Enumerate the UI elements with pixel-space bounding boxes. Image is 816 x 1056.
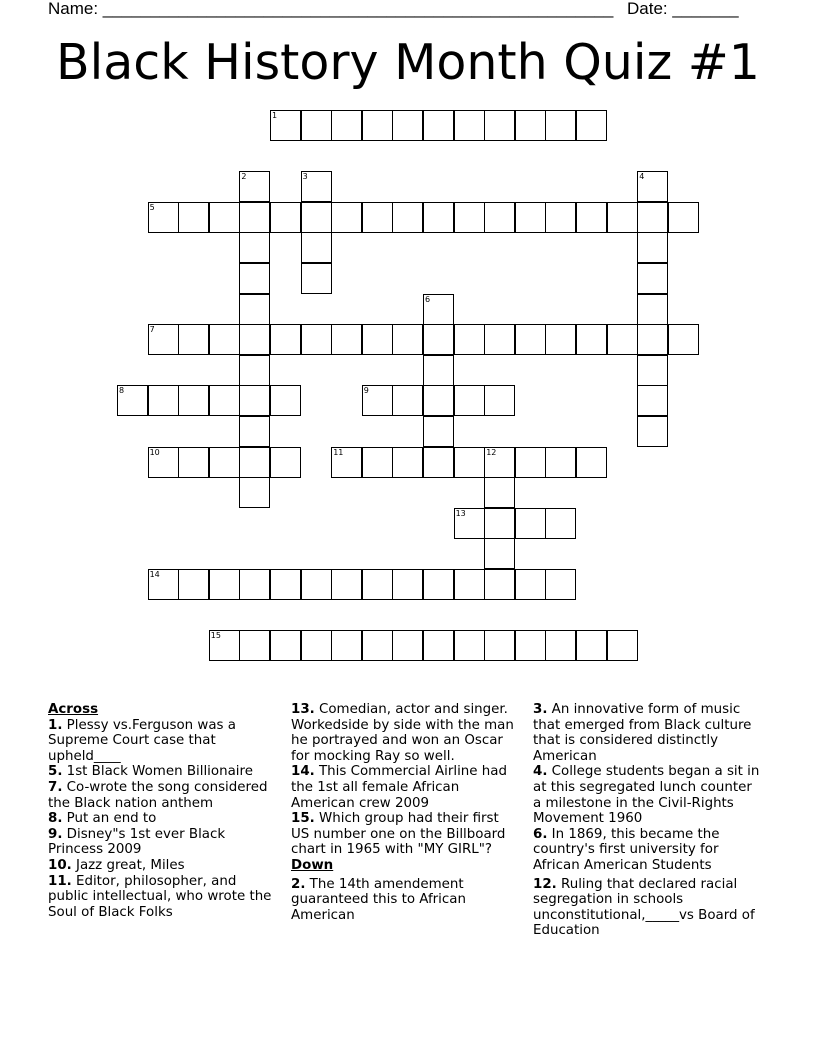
- crossword-cell[interactable]: [423, 416, 454, 447]
- crossword-cell[interactable]: [484, 324, 515, 355]
- date-field-label: Date: _______: [627, 0, 739, 18]
- crossword-cell[interactable]: [301, 569, 332, 600]
- crossword-cell[interactable]: [423, 110, 454, 141]
- crossword-cell[interactable]: [423, 569, 454, 600]
- down-heading: Down: [291, 857, 334, 873]
- crossword-cell[interactable]: [239, 385, 270, 416]
- clues-column-1: [48, 702, 276, 920]
- crossword-cell[interactable]: [239, 263, 270, 294]
- clue-number-label: 7: [149, 325, 155, 335]
- crossword-cell[interactable]: [454, 569, 485, 600]
- crossword-cell[interactable]: [454, 110, 485, 141]
- crossword-cell[interactable]: [270, 385, 301, 416]
- crossword-cell[interactable]: [637, 202, 668, 233]
- crossword-cell[interactable]: [362, 630, 393, 661]
- crossword-cell[interactable]: [209, 202, 240, 233]
- crossword-cell[interactable]: [209, 324, 240, 355]
- clue-down-12: 12. Ruling that declared racial segregation in schools unconstitutional,_____vs Board of Education: [533, 876, 755, 939]
- crossword-cell[interactable]: [576, 630, 607, 661]
- clue-number-label: 15: [210, 631, 221, 641]
- crossword-cell[interactable]: [484, 569, 515, 600]
- crossword-cell[interactable]: [637, 385, 668, 416]
- crossword-cell[interactable]: [545, 508, 576, 539]
- crossword-cell[interactable]: [239, 477, 270, 508]
- crossword-cell[interactable]: [576, 110, 607, 141]
- crossword-cell[interactable]: [484, 508, 515, 539]
- crossword-cell[interactable]: [454, 202, 485, 233]
- crossword-cell[interactable]: [454, 447, 485, 478]
- crossword-cell[interactable]: [392, 569, 423, 600]
- clue-across-10: 10. Jazz great, Miles: [48, 857, 185, 873]
- crossword-cell[interactable]: [484, 447, 515, 478]
- crossword-cell[interactable]: [301, 630, 332, 661]
- crossword-cell[interactable]: [239, 294, 270, 325]
- crossword-cell[interactable]: [484, 202, 515, 233]
- crossword-cell[interactable]: [515, 569, 546, 600]
- crossword-cell[interactable]: [331, 569, 362, 600]
- crossword-cell[interactable]: [423, 324, 454, 355]
- crossword-cell[interactable]: [607, 202, 638, 233]
- clue-down-4: 4. College students began a sit in at this segregated lunch counter a milestone in the Civil-Rights Movement 1960: [533, 764, 760, 827]
- across-heading: Across: [48, 702, 99, 717]
- crossword-cell[interactable]: [362, 110, 393, 141]
- crossword-cell[interactable]: [454, 508, 485, 539]
- crossword-cell[interactable]: [515, 447, 546, 478]
- clue-down-2: 2. The 14th amendement guaranteed this to African American: [291, 876, 466, 923]
- crossword-cell[interactable]: [148, 202, 179, 233]
- crossword-cell[interactable]: [392, 110, 423, 141]
- crossword-cell[interactable]: [331, 447, 362, 478]
- clue-number-label: 14: [149, 570, 160, 579]
- crossword-cell[interactable]: [270, 324, 301, 355]
- crossword-cell[interactable]: [392, 202, 423, 233]
- crossword-cell[interactable]: [362, 569, 393, 600]
- crossword-cell[interactable]: [607, 630, 638, 661]
- clue-across-7: 7. Co-wrote the song considered the Black nation anthem: [48, 779, 268, 811]
- clue-down-6: 6. In 1869, this became the country's first university for African American Students: [533, 826, 720, 873]
- crossword-cell[interactable]: [637, 263, 668, 294]
- crossword-cell[interactable]: [545, 324, 576, 355]
- crossword-cell[interactable]: [117, 385, 148, 416]
- crossword-cell[interactable]: [331, 110, 362, 141]
- crossword-cell[interactable]: [148, 324, 179, 355]
- clue-across-1: 1. Plessy vs.Ferguson was a Supreme Court case that upheld____: [48, 717, 236, 764]
- clue-number-label: 2: [241, 172, 247, 182]
- crossword-cell[interactable]: [239, 569, 270, 600]
- crossword-cell[interactable]: [392, 385, 423, 416]
- clue-number-label: 12: [486, 447, 497, 457]
- crossword-cell[interactable]: [178, 385, 209, 416]
- crossword-cell[interactable]: [148, 447, 179, 478]
- crossword-cell[interactable]: [484, 110, 515, 141]
- crossword-cell[interactable]: [484, 477, 515, 508]
- name-field-label: Name: ______________________________________________________: [48, 0, 614, 18]
- crossword-cell[interactable]: [209, 630, 240, 661]
- crossword-cell[interactable]: [637, 416, 668, 447]
- crossword-cell[interactable]: [301, 202, 332, 233]
- clue-number-label: 6: [425, 294, 431, 304]
- crossword-cell[interactable]: [301, 263, 332, 294]
- crossword-cell[interactable]: [331, 324, 362, 355]
- clue-number-label: 4: [639, 172, 645, 182]
- crossword-cell[interactable]: [423, 294, 454, 325]
- crossword-cell[interactable]: [270, 569, 301, 600]
- crossword-cell[interactable]: [270, 202, 301, 233]
- crossword-cell[interactable]: [362, 324, 393, 355]
- crossword-cell[interactable]: [392, 630, 423, 661]
- crossword-cell[interactable]: [515, 508, 546, 539]
- clue-number-label: 9: [363, 386, 369, 396]
- crossword-cell[interactable]: [331, 630, 362, 661]
- crossword-cell[interactable]: [301, 324, 332, 355]
- crossword-cell[interactable]: [637, 294, 668, 325]
- crossword-cell[interactable]: [484, 630, 515, 661]
- crossword-cell[interactable]: [637, 324, 668, 355]
- crossword-cell[interactable]: [239, 630, 270, 661]
- clue-across-14: 14. This Commercial Airline had the 1st all female African American crew 2009: [291, 764, 507, 811]
- crossword-cell[interactable]: [637, 232, 668, 263]
- crossword-cell[interactable]: [239, 202, 270, 233]
- crossword-cell[interactable]: [515, 202, 546, 233]
- crossword-cell[interactable]: [362, 385, 393, 416]
- clue-across-11: 11. Editor, philosopher, and public intellectual, who wrote the Soul of Black Folks: [48, 873, 272, 920]
- clues-column-3: [533, 702, 761, 939]
- clue-number-label: 13: [455, 508, 466, 518]
- crossword-cell[interactable]: [423, 385, 454, 416]
- crossword-cell[interactable]: [301, 232, 332, 263]
- clue-across-8: 8. Put an end to: [48, 811, 157, 827]
- clue-number-label: 11: [333, 447, 344, 457]
- crossword-cell[interactable]: [576, 202, 607, 233]
- crossword-cell[interactable]: [270, 110, 301, 141]
- crossword-cell[interactable]: [545, 202, 576, 233]
- clue-number-label: 1: [272, 111, 278, 120]
- crossword-cell[interactable]: [239, 416, 270, 447]
- crossword-cell[interactable]: [178, 447, 209, 478]
- crossword-cell[interactable]: [178, 202, 209, 233]
- crossword-cell[interactable]: [239, 171, 270, 202]
- clue-number-label: 3: [302, 172, 308, 182]
- crossword-cell[interactable]: [454, 324, 485, 355]
- crossword-cell[interactable]: [637, 171, 668, 202]
- crossword-cell[interactable]: [270, 447, 301, 478]
- crossword-cell[interactable]: [515, 110, 546, 141]
- crossword-cell[interactable]: [301, 110, 332, 141]
- crossword-cell[interactable]: [392, 324, 423, 355]
- crossword-cell[interactable]: [454, 385, 485, 416]
- crossword-cell[interactable]: [423, 630, 454, 661]
- crossword-cell[interactable]: [239, 355, 270, 386]
- clue-across-13: 13. Comedian, actor and singer. Workedside by side with the man he portrayed and won an Oscar for mocking Ray so well.: [291, 702, 514, 764]
- clue-across-15: 15. Which group had their first US number one on the Billboard chart in 1965 with "MY GIRL"?: [291, 811, 506, 858]
- crossword-cell[interactable]: [178, 569, 209, 600]
- crossword-cell[interactable]: [331, 202, 362, 233]
- clue-across-9: 9. Disney"s 1st ever Black Princess 2009: [48, 826, 226, 858]
- clue-number-label: 10: [149, 447, 160, 457]
- crossword-cell[interactable]: [484, 385, 515, 416]
- crossword-cell[interactable]: [148, 385, 179, 416]
- crossword-cell[interactable]: [637, 355, 668, 386]
- crossword-cell[interactable]: [668, 324, 699, 355]
- crossword-cell[interactable]: [545, 569, 576, 600]
- crossword-cell[interactable]: [545, 630, 576, 661]
- crossword-cell[interactable]: [668, 202, 699, 233]
- crossword-cell[interactable]: [178, 324, 209, 355]
- clues-column-2: [291, 702, 519, 923]
- crossword-cell[interactable]: [239, 324, 270, 355]
- clue-number-label: 5: [149, 202, 155, 212]
- crossword-cell[interactable]: [362, 202, 393, 233]
- crossword-cell[interactable]: [148, 569, 179, 600]
- crossword-cell[interactable]: [576, 447, 607, 478]
- crossword-cell[interactable]: [239, 447, 270, 478]
- page-title: Black History Month Quiz #1: [56, 34, 760, 91]
- clue-down-3: 3. An innovative form of music that emerged from Black culture that is considered distinctly American: [533, 702, 752, 764]
- crossword-cell[interactable]: [301, 171, 332, 202]
- crossword-cell[interactable]: [362, 447, 393, 478]
- crossword-cell[interactable]: [270, 630, 301, 661]
- crossword-cell[interactable]: [239, 232, 270, 263]
- crossword-cell[interactable]: [545, 447, 576, 478]
- crossword-cell[interactable]: [209, 385, 240, 416]
- crossword-cell[interactable]: [576, 324, 607, 355]
- crossword-cell[interactable]: [545, 110, 576, 141]
- crossword-cell[interactable]: [209, 569, 240, 600]
- clue-across-5: 5. 1st Black Women Billionaire: [48, 764, 253, 780]
- crossword-cell[interactable]: [515, 324, 546, 355]
- crossword-cell[interactable]: [423, 447, 454, 478]
- crossword-cell[interactable]: [484, 538, 515, 569]
- crossword-cell[interactable]: [392, 447, 423, 478]
- clue-number-label: 8: [119, 386, 125, 396]
- crossword-cell[interactable]: [423, 355, 454, 386]
- crossword-cell[interactable]: [607, 324, 638, 355]
- crossword-cell[interactable]: [423, 202, 454, 233]
- crossword-cell[interactable]: [515, 630, 546, 661]
- crossword-cell[interactable]: [209, 447, 240, 478]
- crossword-cell[interactable]: [454, 630, 485, 661]
